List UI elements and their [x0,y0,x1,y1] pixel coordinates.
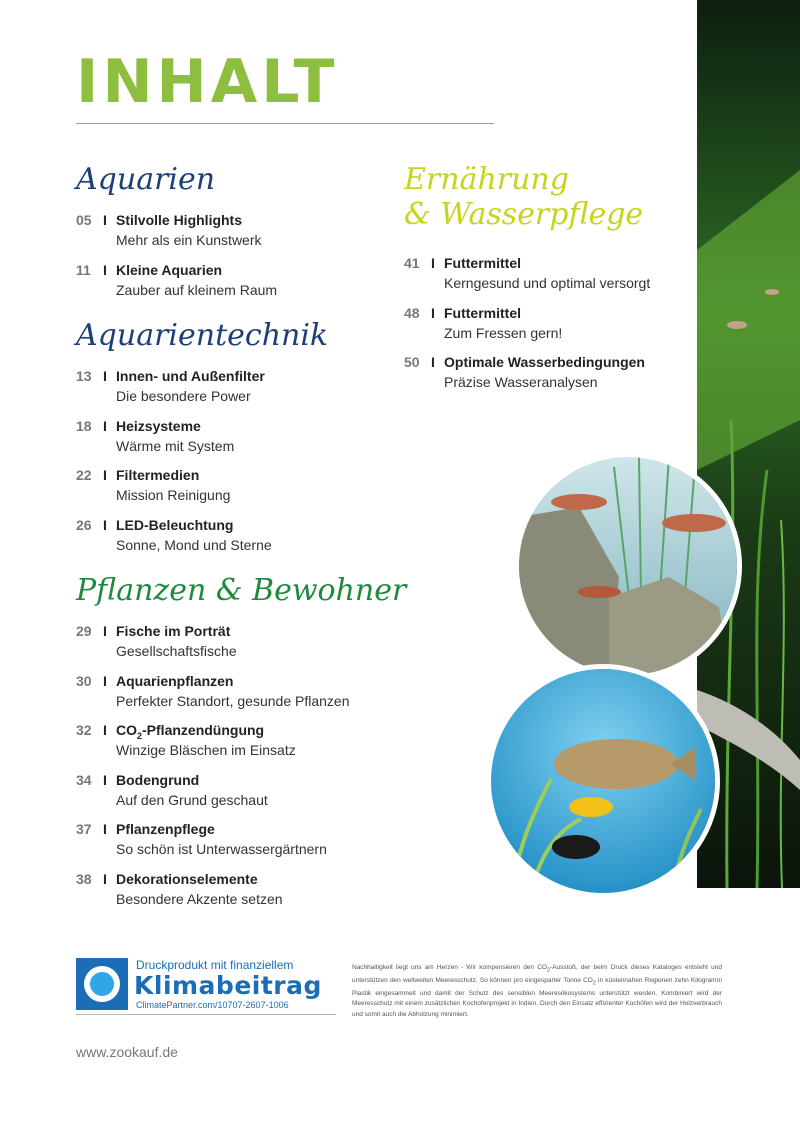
sustainability-disclaimer: Nachhaltigkeit liegt uns am Herzen - Wir kompensieren den $CO_2$-Ausstoß, der beim Druck dieses Kataloges entsteht und unterstützen den weltweiten Meeresschutz. So können pro eingesparter Tonne $CO_2$ in küstennahen Regionen zehn Kilogramm Plastik eingesammelt und damit der Schutz des sensiblen Meeresökosystems unterstützt werden. Kombiniert wird der Meeresschutz mit einem zusätzlichen Kochofenprojekt in Indien. Durch den Einsatz effizienter Kochöfen wird der Holzverbrauch und somit auch die Abholzung minimiert. [352,964,722,1018]
toc-separator: I [103,212,107,228]
toc-title-part: CO [116,722,137,738]
toc-page-number: 50 [404,354,420,370]
toc-separator: I [103,623,107,639]
toc-title: Bodengrund [116,772,200,788]
toc-subtitle: Die besondere Power [116,388,251,404]
toc-separator: I [103,517,107,533]
section-heading-pflanzen-bewohner: Pflanzen & Bewohner [76,573,407,608]
klima-underline [76,1014,336,1015]
toc-page-number: 29 [76,623,92,639]
toc-separator: I [103,871,107,887]
toc-page-number: 26 [76,517,92,533]
toc-separator: I [103,722,107,738]
toc-page-number: 05 [76,212,92,228]
toc-title: Aquarienpflanzen [116,673,234,689]
toc-subtitle: Zum Fressen gern! [444,325,563,341]
toc-title: Futtermittel [444,305,521,321]
toc-title: Pflanzenpflege [116,821,215,837]
toc-subtitle: Präzise Wasseranalysen [444,374,598,390]
klima-heading: Klimabeitrag [134,971,322,1000]
toc-title: Dekorationselemente [116,871,258,887]
toc-separator: I [103,262,107,278]
footer-website-link[interactable]: www.zookauf.de [76,1044,178,1060]
toc-separator: I [103,772,107,788]
toc-subtitle: Besondere Akzente setzen [116,891,283,907]
section-heading-ernaehrung [404,162,643,233]
toc-subtitle: Sonne, Mond und Sterne [116,537,272,553]
toc-page-number: 18 [76,418,92,434]
toc-subtitle: Winzige Bläschen im Einsatz [116,742,296,758]
toc-subtitle: Mehr als ein Kunstwerk [116,232,262,248]
toc-page-number: 11 [76,262,91,278]
toc-subtitle: Wärme mit System [116,438,235,454]
toc-title: Kleine Aquarien [116,262,223,278]
toc-subtitle: Kerngesund und optimal versorgt [444,275,651,291]
toc-page-number: 37 [76,821,92,837]
toc-separator: I [103,673,107,689]
section-heading-line: & Wasserpflege [404,197,644,233]
toc-page-number: 32 [76,722,92,738]
toc-page-number: 22 [76,467,92,483]
toc-title: Futtermittel [444,255,521,271]
toc-separator: I [431,354,435,370]
gourami-fish-photo [486,664,720,898]
toc-title: Heizsysteme [116,418,201,434]
toc-page-number: 30 [76,673,92,689]
section-heading-aquarientechnik: Aquarientechnik [76,318,329,353]
toc-title: Innen- und Außenfilter [116,368,265,384]
toc-subtitle: Auf den Grund geschaut [116,792,268,808]
fish-rocks-photo [514,452,742,680]
toc-title: Optimale Wasserbedingungen [444,354,645,370]
toc-subtitle: Zauber auf kleinem Raum [116,282,278,298]
toc-separator: I [431,305,435,321]
toc-separator: I [103,368,107,384]
toc-page-number: 34 [76,772,92,788]
section-heading-aquarien: Aquarien [76,162,216,197]
toc-title: Fische im Porträt [116,623,231,639]
toc-subtitle: Gesellschaftsfische [116,643,237,659]
toc-page-number: 41 [404,255,420,271]
klima-link[interactable]: ClimatePartner.com/10707-2607-1006 [136,1000,289,1010]
toc-subtitle: Perfekter Standort, gesunde Pflanzen [116,693,350,709]
toc-page-number: 38 [76,871,92,887]
toc-page-number: 48 [404,305,420,321]
toc-separator: I [431,255,435,271]
climate-partner-logo [76,958,128,1010]
title-divider [76,123,494,124]
toc-title: Stilvolle Highlights [116,212,243,228]
toc-separator: I [103,467,107,483]
toc-title: Filtermedien [116,467,200,483]
section-heading-line: Ernährung [404,162,569,197]
toc-title-part: -Pflanzendüngung [142,722,265,738]
climate-partner-logo-mark [84,966,120,1002]
toc-page-number: 13 [76,368,92,384]
toc-separator: I [103,418,107,434]
toc-title-subscript: 2 [137,730,143,741]
klima-tagline: Druckprodukt mit finanziellem [136,958,294,972]
toc-subtitle: So schön ist Unterwassergärtnern [116,841,327,857]
toc-subtitle: Mission Reinigung [116,487,231,503]
toc-title: LED-Beleuchtung [116,517,234,533]
toc-separator: I [103,821,107,837]
page-title: INHALT [76,47,339,117]
